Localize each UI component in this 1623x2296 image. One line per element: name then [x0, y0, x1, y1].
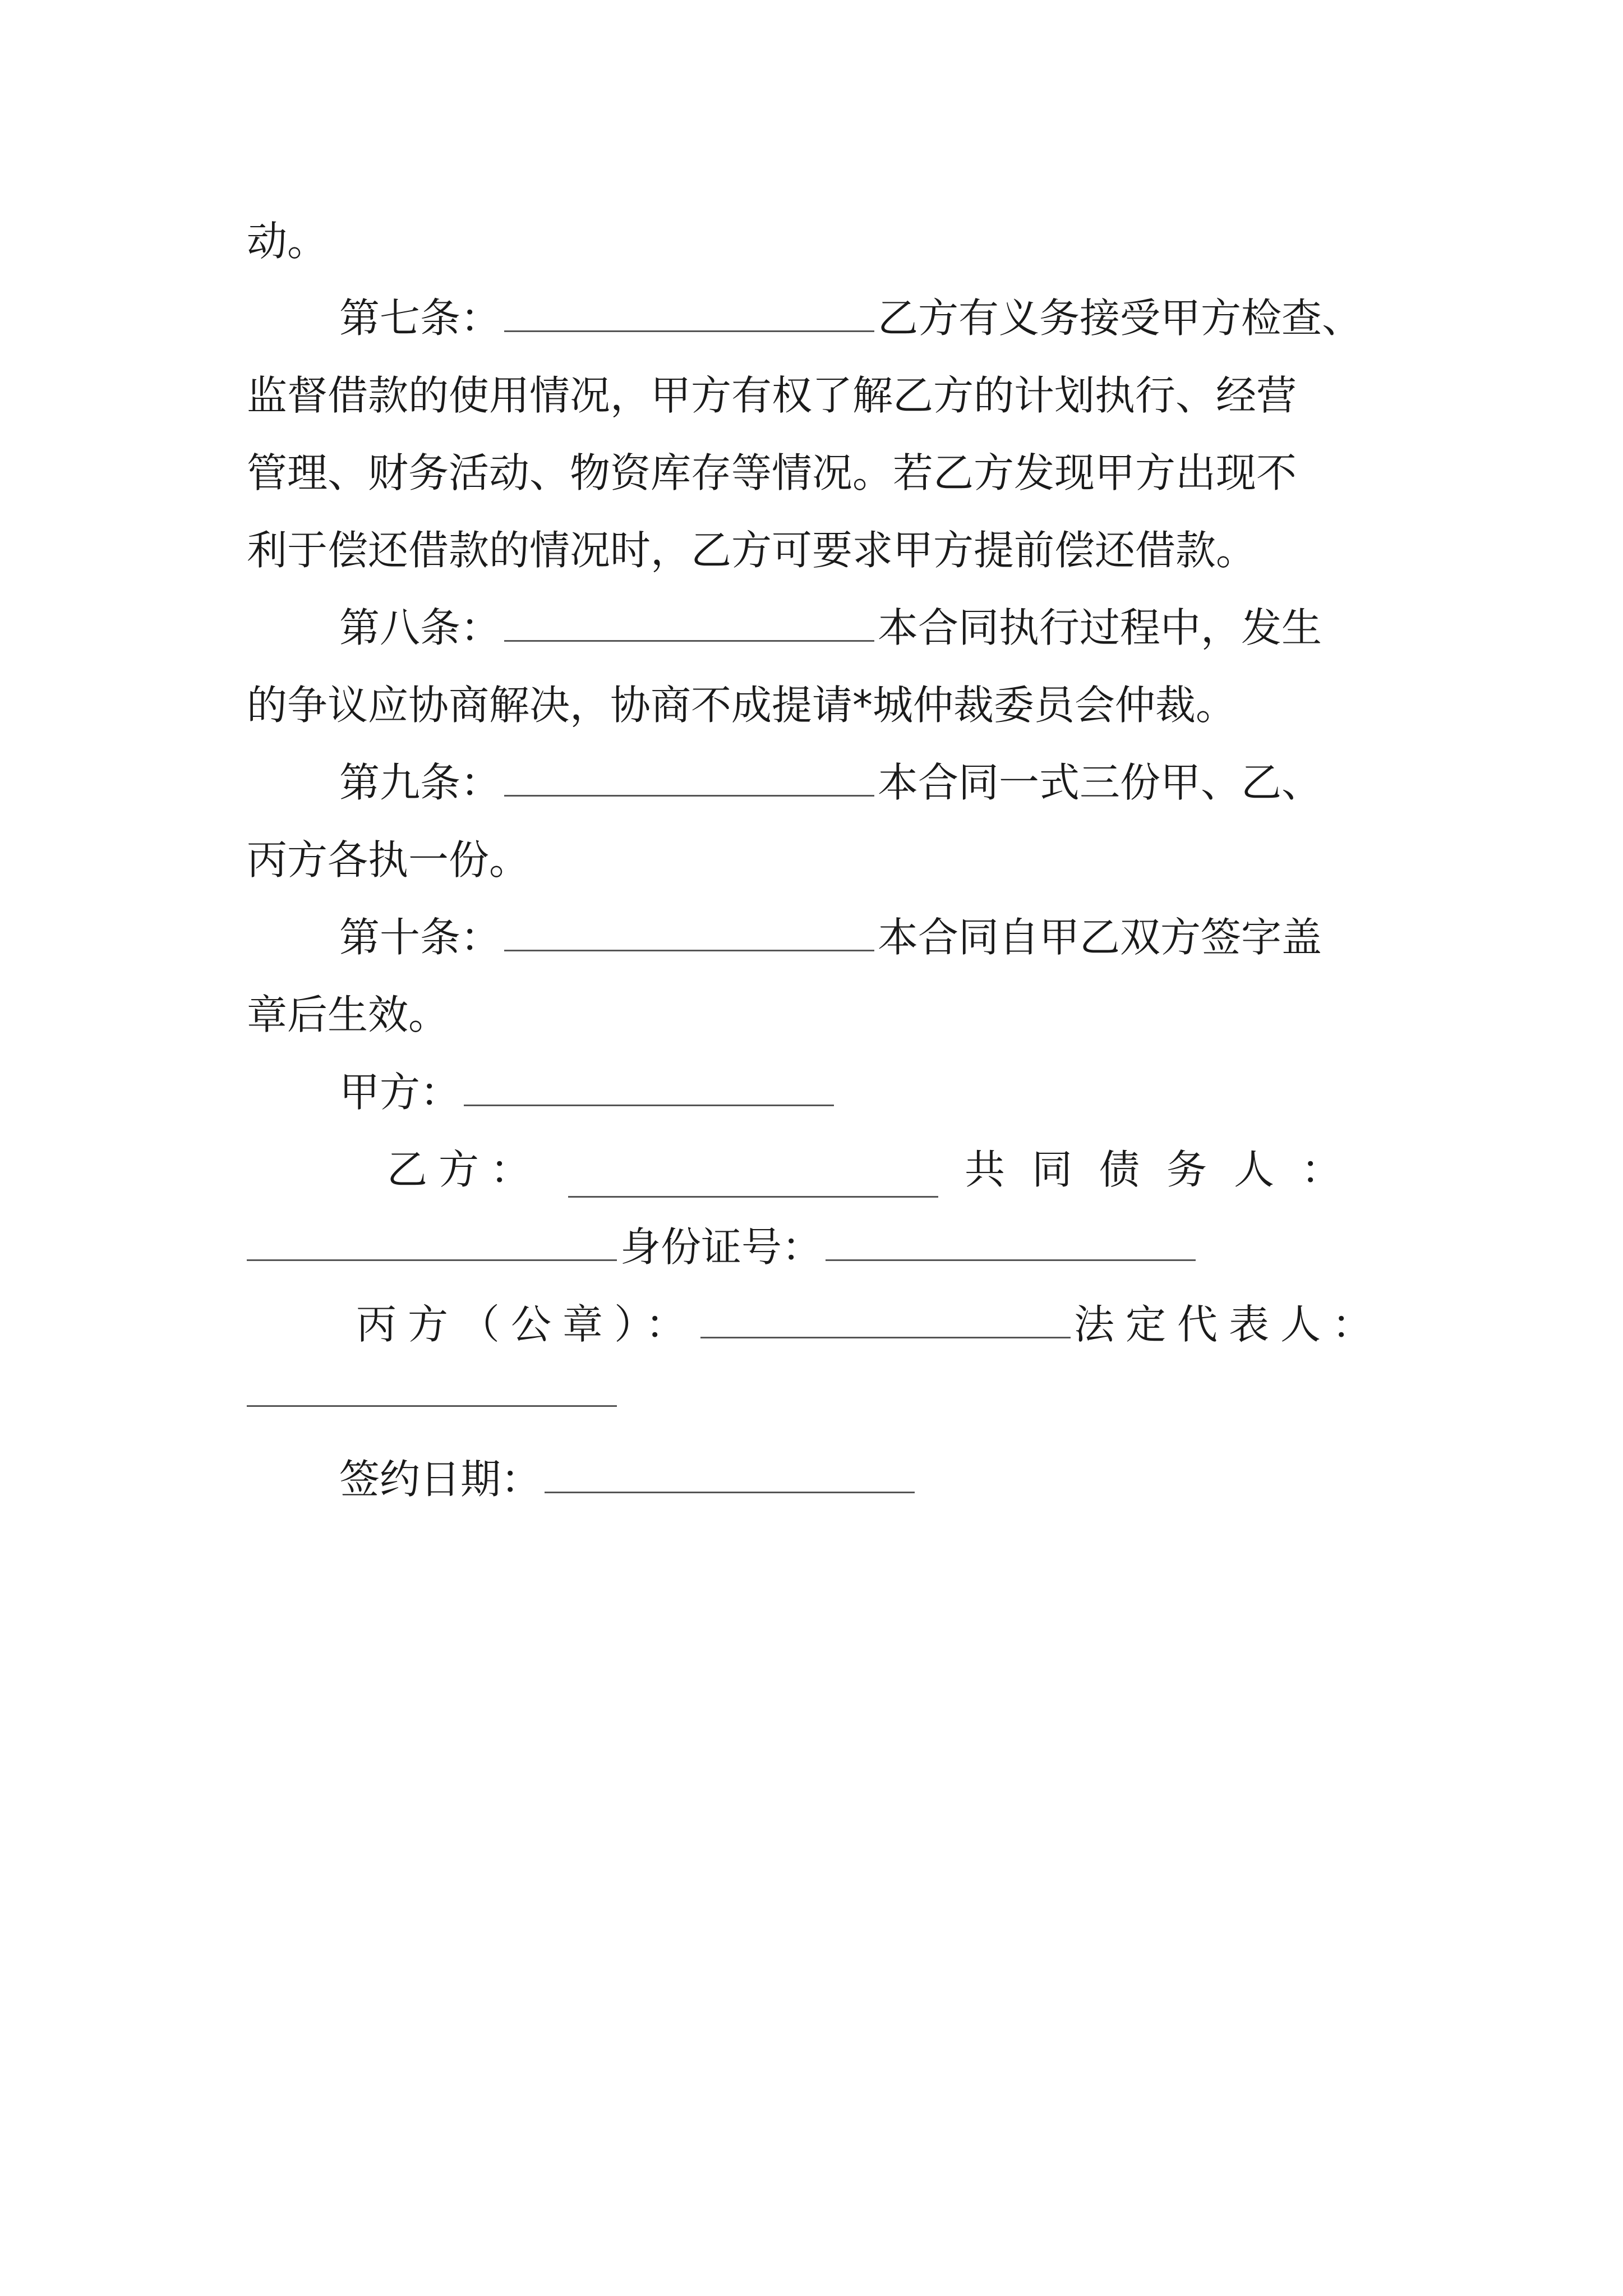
- article-7-line-4: [247, 522, 1256, 578]
- sign-date-row: [339, 1451, 918, 1507]
- article-8-blank: [504, 600, 874, 642]
- legal-rep-label: 法定代表人：: [1074, 1301, 1384, 1348]
- party-c-label: 丙方（公章）：: [356, 1301, 698, 1348]
- id-number-row: [247, 1219, 1199, 1275]
- article-7-label: 第七条：: [339, 295, 501, 342]
- sign-date-label: 签约日期：: [339, 1456, 542, 1503]
- article-8-line-2: [247, 677, 1236, 733]
- article-8-text-1: 本合同执行过程中，发生: [878, 604, 1322, 651]
- article-10-text-1: 本合同自甲乙双方签字盖: [878, 914, 1322, 961]
- article-9-text-1: 本合同一式三份甲、乙、: [878, 759, 1322, 806]
- article-9-blank: [504, 754, 874, 797]
- party-a-blank[interactable]: [464, 1064, 834, 1106]
- article-10-text-2: 章后生效。: [247, 991, 449, 1038]
- continuation-text: 动。: [247, 218, 328, 265]
- article-7-line-1: [339, 290, 1362, 346]
- party-b-blank[interactable]: [568, 1156, 938, 1198]
- article-7-text-2: 监督借款的使用情况，甲方有权了解乙方的计划执行、经营: [247, 372, 1297, 419]
- id-number-blank[interactable]: [826, 1219, 1196, 1261]
- article-10-line-2: [247, 987, 449, 1043]
- legal-rep-blank[interactable]: [247, 1405, 617, 1407]
- article-9-line-1: [339, 754, 1322, 811]
- article-7-text-4: 利于偿还借款的情况时，乙方可要求甲方提前偿还借款。: [247, 527, 1257, 574]
- article-8-label: 第八条：: [339, 604, 501, 651]
- party-a-row: [339, 1064, 837, 1120]
- article-9-line-2: [247, 832, 529, 888]
- party-a-label: 甲方：: [339, 1069, 461, 1116]
- article-7-blank: [504, 290, 874, 332]
- article-9-text-2: 丙方各执一份。: [247, 836, 530, 884]
- article-7-text-3: 管理、财务活动、物资库存等情况。若乙方发现甲方出现不: [247, 449, 1297, 496]
- article-8-text-2: 的争议应协商解决，协商不成提请*城仲裁委员会仲裁。: [247, 682, 1237, 729]
- article-10-line-1: [339, 909, 1322, 965]
- article-8-line-1: [339, 600, 1322, 656]
- id-number-label: 身份证号：: [620, 1223, 823, 1271]
- paragraph-continuation: [247, 213, 328, 269]
- article-10-label: 第十条：: [339, 914, 501, 961]
- co-debtor-blank[interactable]: [247, 1219, 617, 1261]
- article-7-line-2: [247, 367, 1297, 424]
- article-7-text-1: 乙方有义务接受甲方检查、: [878, 295, 1363, 342]
- article-10-blank: [504, 909, 874, 951]
- party-c-blank[interactable]: [700, 1296, 1071, 1338]
- sign-date-blank[interactable]: [545, 1451, 915, 1493]
- article-7-line-3: [247, 445, 1297, 501]
- party-b-row: [387, 1142, 1368, 1198]
- party-b-label: 乙方：: [387, 1146, 542, 1193]
- article-9-label: 第九条：: [339, 759, 501, 806]
- co-debtor-label: 共同债务人：: [964, 1146, 1368, 1193]
- party-c-row: [356, 1296, 1384, 1352]
